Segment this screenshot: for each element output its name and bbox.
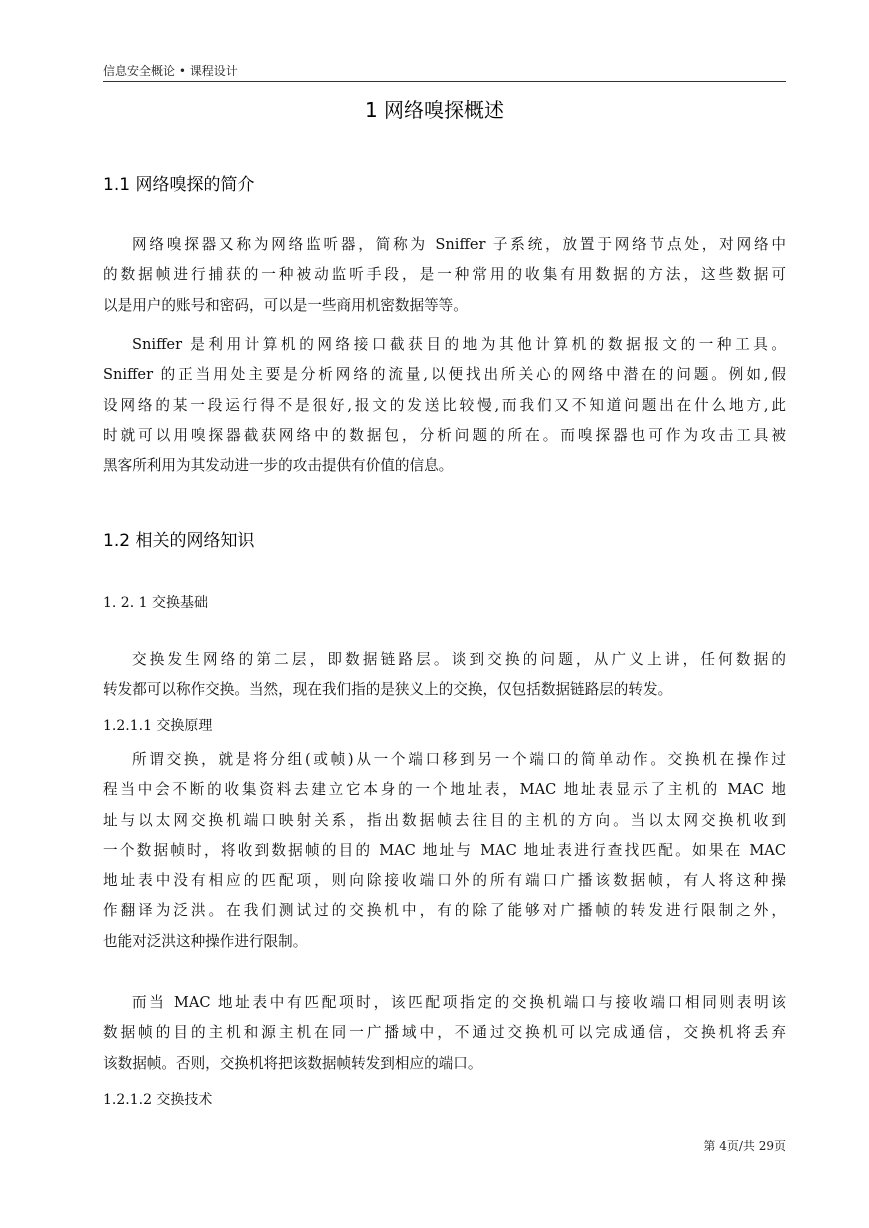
subsubsection-heading-1-2-1-1: 1.2.1.1 交换原理 [103,718,213,734]
text-line: Sniffer 的正当用处主要是分析网络的流量,以便找出所关心的网络中潜在的问题。例如,假 [103,366,786,384]
text-line: 数据帧的目的主机和源主机在同一广播域中，不通过交换机可以完成通信，交换机将丢弃 [103,1024,786,1042]
text-line: 所谓交换，就是将分组(或帧)从一个端口移到另一个端口的简单动作。交换机在操作过 [132,751,786,768]
text-line: 程当中会不断的收集资料去建立它本身的一个地址表，MAC 地址表显示了主机的 MAC 地 [103,781,786,799]
section-heading-1-1: 1.1 网络嗅探的简介 [103,175,255,195]
paragraph-mac-match [103,988,786,1079]
text-line: 而当 MAC 地址表中有匹配项时，该匹配项指定的交换机端口与接收端口相同则表明该 [132,994,786,1011]
text-line: 作翻译为泛洪。在我们测试过的交换机中，有的除了能够对广播帧的转发进行限制之外， [103,902,786,920]
text-line: 一个数据帧时，将收到数据帧的目的 MAC 地址与 MAC 地址表进行查找匹配。如果在 MAC [103,841,786,859]
text-line: 时就可以用嗅探器截获网络中的数据包，分析问题的所在。而嗅探器也可作为攻击工具被 [103,426,786,444]
text-line: 设网络的某一段运行得不是很好,报文的发送比较慢,而我们又不知道问题出在什么地方,此 [103,396,786,414]
paragraph-switching-principle [103,745,786,957]
running-header: 信息安全概论 • 课程设计 [103,64,238,78]
subsubsection-heading-1-2-1-2: 1.2.1.2 交换技术 [103,1092,213,1108]
page-number: 第 4页/共 29页 [703,1139,786,1153]
paragraph-sniffer-usage [103,330,786,481]
text-line: 交换发生网络的第二层，即数据链路层。谈到交换的问题，从广义上讲，任何数据的 [132,651,786,668]
paragraph-sniffer-intro [103,230,786,321]
paragraph-switching-basics [103,645,786,706]
text-line: 网络嗅探器又称为网络监听器，简称为 Sniffer 子系统，放置于网络节点处，对网络中 [132,236,786,253]
text-line: 转发都可以称作交换。当然，现在我们指的是狭义上的交换，仅包括数据链路层的转发。 [103,681,673,699]
header-divider [103,81,786,82]
text-line: 也能对泛洪这种操作进行限制。 [103,932,308,950]
section-heading-1-2: 1.2 相关的网络知识 [103,531,255,551]
text-line: 黑客所利用为其发动进一步的攻击提供有价值的信息。 [103,457,454,475]
text-line: 该数据帧。否则，交换机将把该数据帧转发到相应的端口。 [103,1054,483,1072]
text-line: 的数据帧进行捕获的一种被动监听手段，是一种常用的收集有用数据的方法，这些数据可 [103,266,786,284]
text-line: 地址表中没有相应的匹配项，则向除接收端口外的所有端口广播该数据帧，有人将这种操 [103,872,786,890]
text-line: Sniffer 是利用计算机的网络接口截获目的地为其他计算机的数据报文的一种工具。 [132,336,786,353]
chapter-title: 1 网络嗅探概述 [364,98,505,122]
text-line: 以是用户的账号和密码，可以是一些商用机密数据等等。 [103,296,468,314]
subsection-heading-1-2-1: 1. 2. 1 交换基础 [103,595,208,611]
text-line: 址与以太网交换机端口映射关系，指出数据帧去往目的主机的方向。当以太网交换机收到 [103,811,786,829]
